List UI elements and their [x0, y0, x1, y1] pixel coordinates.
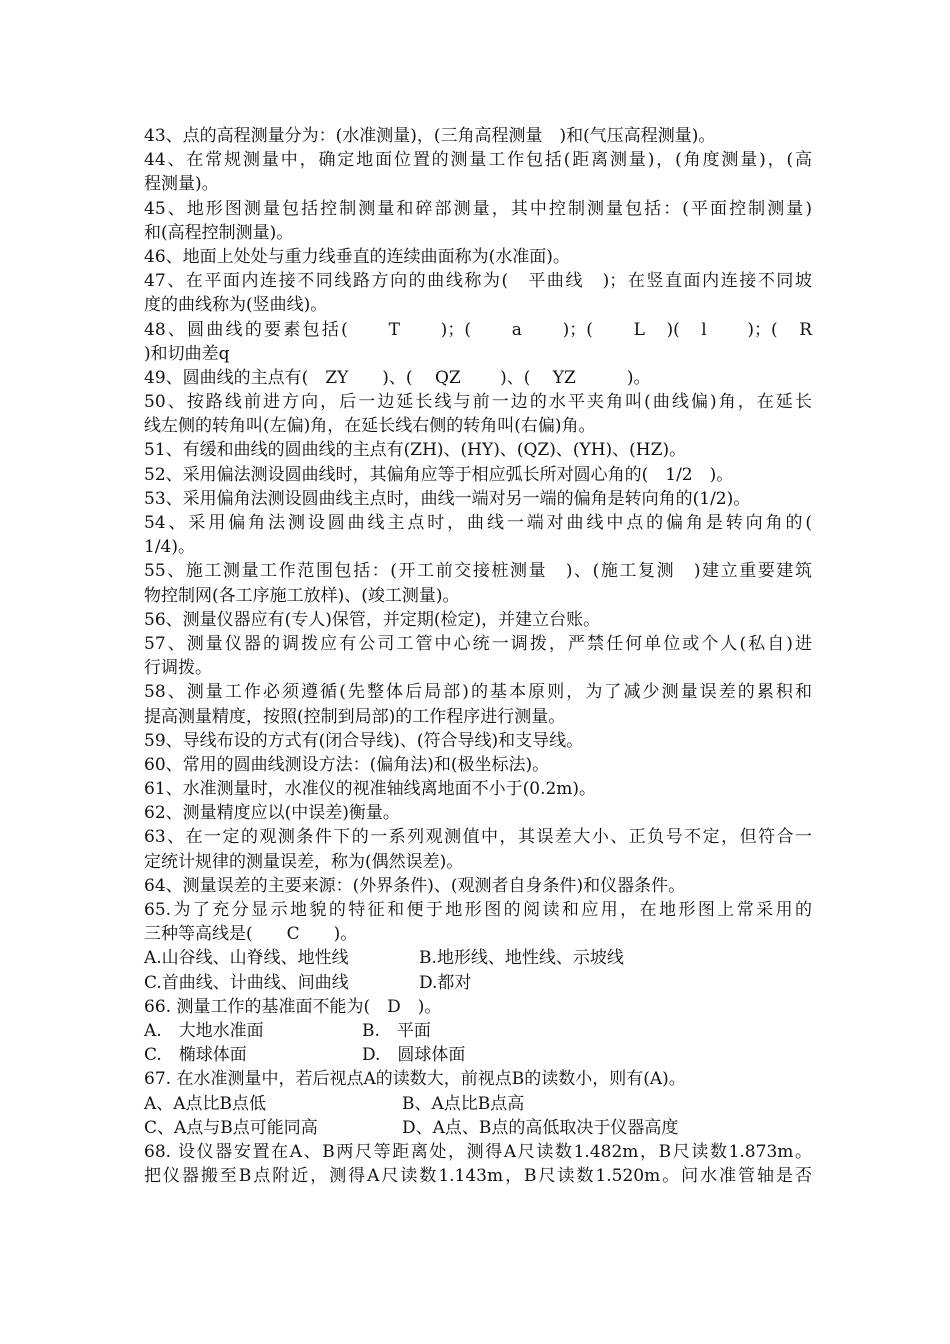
text-line-46: 46、地面上处处与重力线垂直的连续曲面称为(水准面)。	[144, 246, 570, 267]
text-line-60: 60、常用的圆曲线测设方法：(偏角法)和(极坐标法)。	[144, 754, 550, 775]
q65-option-d: D.都对	[419, 972, 472, 993]
text-line-57a: 57、测量仪器的调拨应有公司工管中心统一调拨，严禁任何单位或个人(私自)进	[144, 633, 812, 654]
text-line-50b: 线左侧的转角叫(左偏)角，在延长线右侧的转角叫(右偏)角。	[144, 416, 596, 437]
text-line-65b: 三种等高线是( C )。	[144, 924, 358, 945]
text-line-62: 62、测量精度应以(中误差)衡量。	[144, 803, 400, 824]
q67-options-row-2	[144, 1116, 812, 1140]
q67-option-b: B、A点比B点高	[402, 1093, 525, 1114]
text-line-45a: 45、地形图测量包括控制测量和碎部测量，其中控制测量包括：(平面控制测量)	[144, 198, 812, 219]
q66-option-c: C. 椭球体面	[144, 1045, 247, 1066]
text-line-52: 52、采用偏法测设圆曲线时，其偏角应等于相应弧长所对圆心角的( 1/2 )。	[144, 464, 734, 485]
text-line-59: 59、导线布设的方式有(闭合导线)、(符合导线)和支导线。	[144, 730, 584, 751]
q65-option-a: A.山谷线、山脊线、地性线	[144, 948, 349, 969]
q65-option-c: C.首曲线、计曲线、间曲线	[144, 972, 349, 993]
text-line-43: 43、点的高程测量分为：(水准测量)，(三角高程测量 )和(气压高程测量)。	[144, 126, 716, 146]
text-line-47a: 47、在平面内连接不同线路方向的曲线称为( 平曲线 )；在竖直面内连接不同坡	[144, 271, 812, 292]
text-line-61: 61、水准测量时，水准仪的视准轴线离地面不小于(0.2m)。	[144, 779, 597, 800]
text-line-54b: 1/4)。	[144, 537, 195, 558]
text-line-47b: 度的曲线称为(竖曲线)。	[144, 295, 328, 316]
text-line-49: 49、圆曲线的主点有( ZY )、( QZ )、( YZ )。	[144, 367, 651, 388]
text-line-54a: 54、采用偏角法测设圆曲线主点时，曲线一端对曲线中点的偏角是转向角的(	[144, 513, 812, 533]
text-line-44a: 44、在常规测量中，确定地面位置的测量工作包括(距离测量)，(角度测量)，(高	[144, 150, 812, 171]
text-line-48a: 48、圆曲线的要素包括( T )；( a )；( L )( l )；( R	[144, 319, 812, 340]
text-line-63b: 定统计规律的测量误差，称为(偶然误差)。	[144, 851, 464, 872]
text-line-56: 56、测量仪器应有(专人)保管，并定期(检定)，并建立台账。	[144, 609, 601, 630]
text-line-44b: 程测量)。	[144, 174, 219, 195]
q67-option-c: C、A点与B点可能同高	[144, 1117, 318, 1138]
text-line-48b: )和切曲差q	[144, 343, 230, 364]
text-line-64: 64、测量误差的主要来源：(外界条件)、(观测者自身条件)和仪器条件。	[144, 875, 686, 896]
q66-option-d: D. 圆球体面	[362, 1045, 466, 1066]
q66-option-b: B. 平面	[362, 1020, 431, 1041]
q66-options-row-2	[144, 1043, 812, 1067]
text-line-51: 51、有缓和曲线的圆曲线的主点有(ZH)、(HY)、(QZ)、(YH)、(HZ)。	[144, 440, 687, 461]
q67-stem: 67. 在水准测量中，若后视点A的读数大，前视点B的读数小，则有(A)。	[144, 1069, 686, 1090]
text-line-58b: 提高测量精度，按照(控制到局部)的工作程序进行测量。	[144, 706, 566, 727]
q66-option-a: A. 大地水准面	[144, 1020, 264, 1041]
q67-option-a: A、A点比B点低	[144, 1093, 267, 1114]
text-line-65a: 65.为了充分显示地貌的特征和便于地形图的阅读和应用，在地形图上常采用的	[144, 900, 812, 920]
text-line-53: 53、采用偏角法测设圆曲线主点时，曲线一端对另一端的偏角是转向角的(1/2)。	[144, 488, 751, 509]
q67-options-row-1	[144, 1092, 812, 1116]
q68-line-2: 把仪器搬至B点附近，测得A尺读数1.143m，B尺读数1.520m。问水准管轴是否	[144, 1166, 812, 1187]
text-line-58a: 58、测量工作必须遵循(先整体后局部)的基本原则，为了减少测量误差的累积和	[144, 682, 812, 703]
q65-options-row-1	[144, 946, 812, 970]
q67-option-d: D、A点、B点的高低取决于仪器高度	[402, 1117, 679, 1138]
q66-options-row-1	[144, 1019, 812, 1043]
q65-options-row-2	[144, 971, 812, 995]
q65-option-b: B.地形线、地性线、示坡线	[419, 948, 624, 969]
text-line-55a: 55、施工测量工作范围包括：(开工前交接桩测量 )、(施工复测 )建立重要建筑	[144, 561, 812, 582]
text-line-45b: 和(高程控制测量)。	[144, 222, 294, 243]
text-line-55b: 物控制网(各工序施工放样)、(竣工测量)。	[144, 585, 460, 606]
text-line-50a: 50、按路线前进方向，后一边延长线与前一边的水平夹角叫(曲线偏)角，在延长	[144, 392, 812, 413]
document-page	[144, 124, 812, 1188]
text-line-57b: 行调拨。	[144, 658, 212, 679]
q68-line-1: 68. 设仪器安置在A、B两尺等距离处，测得A尺读数1.482m，B尺读数1.873m。	[144, 1141, 812, 1162]
text-line-63a: 63、在一定的观测条件下的一系列观测值中，其误差大小、正负号不定，但符合一	[144, 827, 812, 848]
q66-stem: 66. 测量工作的基准面不能为( D )。	[144, 996, 442, 1017]
